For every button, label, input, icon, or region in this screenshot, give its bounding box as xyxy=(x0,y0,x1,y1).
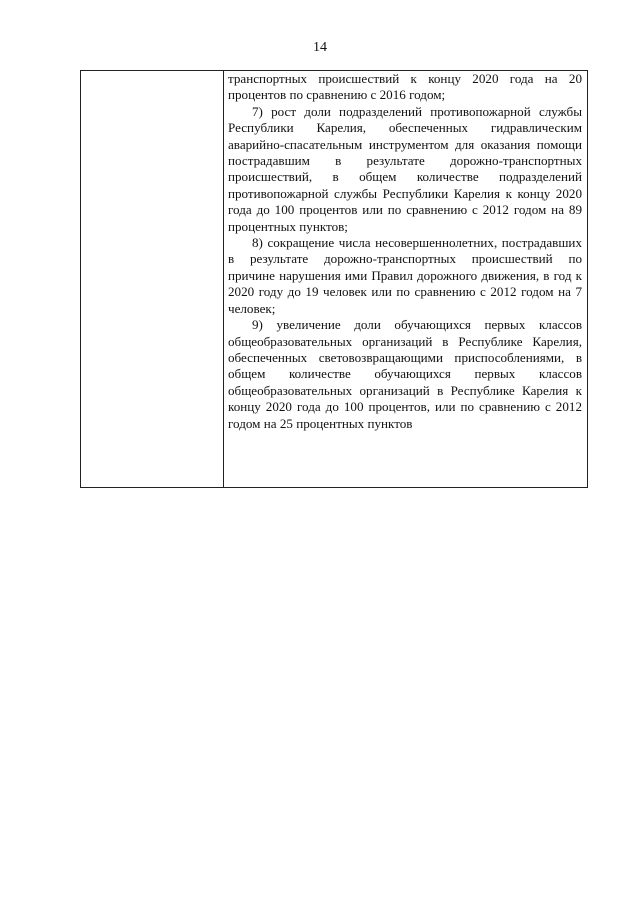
page-number: 14 xyxy=(313,40,327,55)
paragraph-item-9: 9) увеличение доли обучающихся первых классов общеобразовательных организаций в Республике Карелия, обеспеченных световозвращающими приспособлениями, в общем количестве обучающихся первых классов общеобразовательных организаций в Республике Карелия к концу 2020 года до 100 процентов, или по сравнению с 2012 годом на 25 процентных пунктов xyxy=(228,317,582,431)
paragraph-continuation: транспортных происшествий к концу 2020 года на 20 процентов по сравнению с 2016 годом; xyxy=(228,71,582,103)
paragraph-item-8: 8) сокращение числа несовершеннолетних, пострадавших в результате дорожно-транспортных происшествий по причине нарушения ими Правил дорожного движения, в год к 2020 году до 19 человек или по сравнению с 2012 годом на 7 человек; xyxy=(228,235,582,316)
table-right-cell xyxy=(224,71,587,487)
paragraph-item-7: 7) рост доли подразделений противопожарной службы Республики Карелия, обеспеченных гидравлическим аварийно-спасательным инструментом для оказания помощи пострадавшим в результате дорожно-транспортных происшествий, в общем количестве подразделений противопожарной службы Республики Карелия к концу 2020 года до 100 процентов или по сравнению с 2012 годом на 89 процентных пунктов; xyxy=(228,103,582,234)
continuation-table xyxy=(80,70,588,488)
table-left-cell xyxy=(81,71,224,487)
